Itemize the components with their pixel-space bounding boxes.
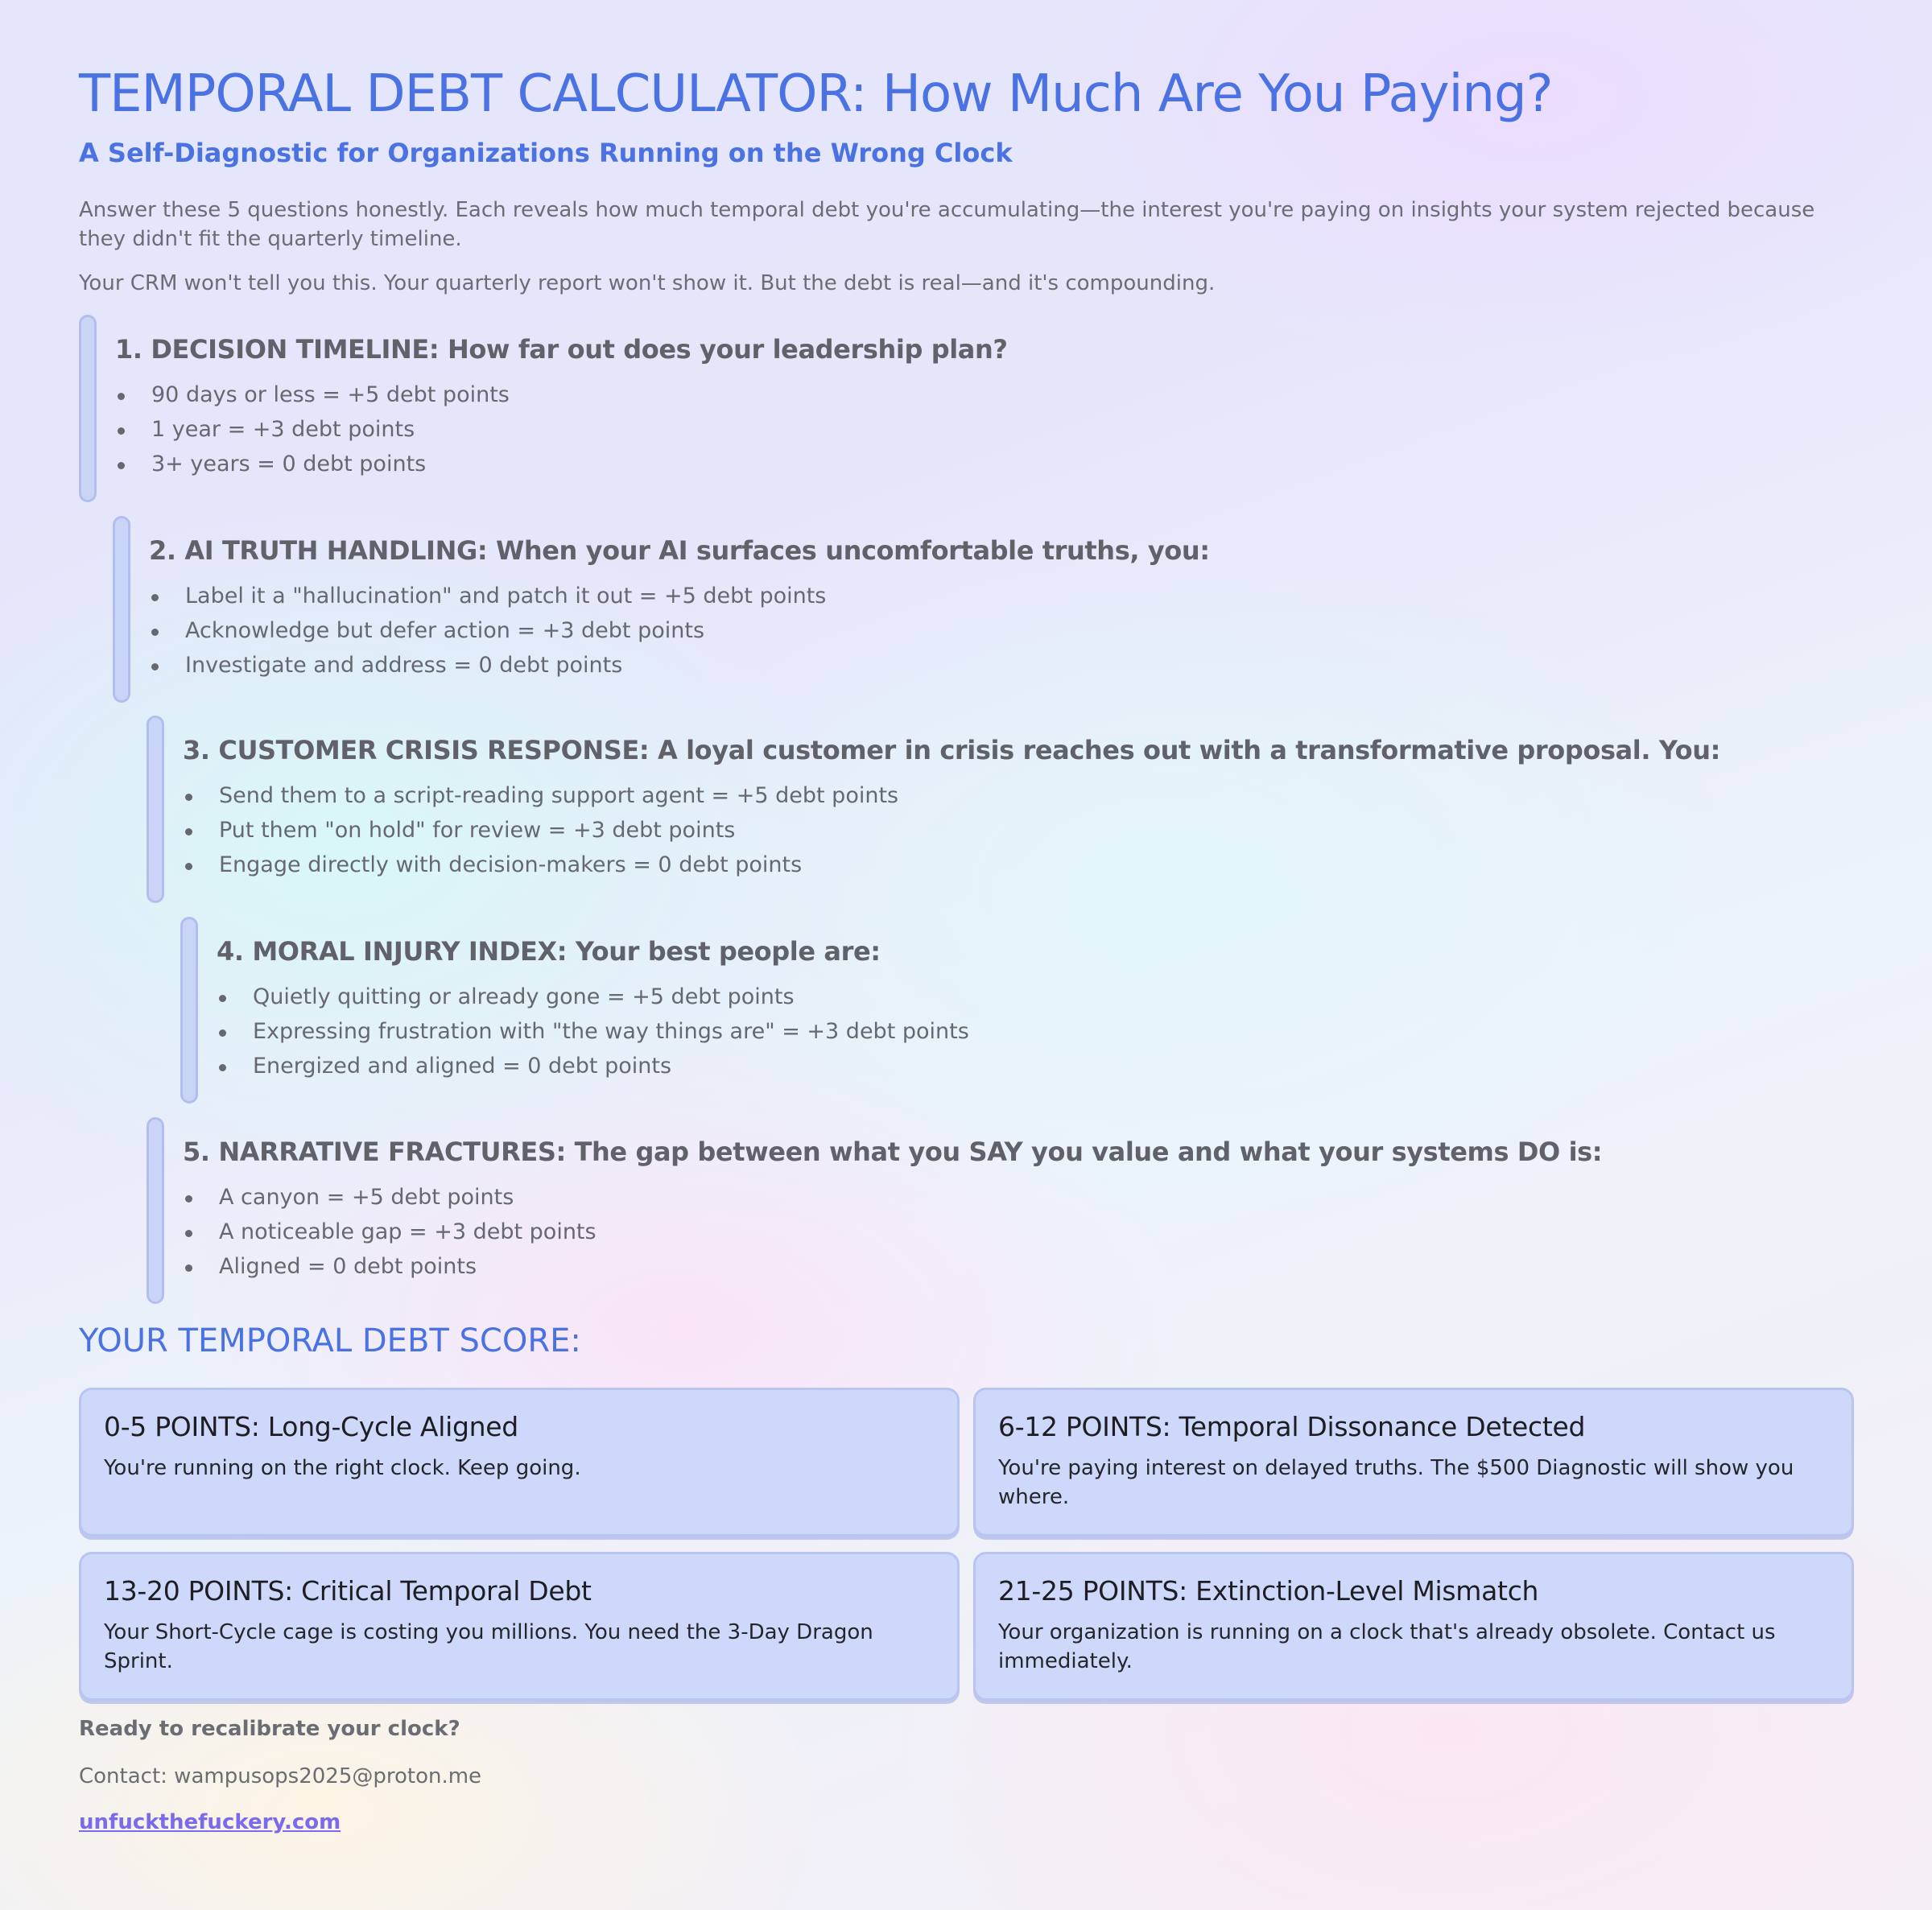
- option-list: [217, 980, 969, 1083]
- option-item: Expressing frustration with "the way things are" = +3 debt points: [217, 1014, 969, 1049]
- option-item: Quietly quitting or already gone = +5 debt points: [217, 980, 969, 1014]
- option-item: Put them "on hold" for review = +3 debt points: [183, 813, 898, 848]
- option-item: 3+ years = 0 debt points: [115, 447, 510, 481]
- question-2: [113, 516, 1240, 703]
- question-accent-bar: [147, 1117, 164, 1304]
- question-title: 3. CUSTOMER CRISIS RESPONSE: A loyal customer in crisis reaches out with a transformative proposal. You:: [183, 735, 1721, 765]
- intro-paragraph: Answer these 5 questions honestly. Each reveals how much temporal debt you're accumulating—the interest you're paying on insights your system rejected because they didn't fit the quarterly timeline.: [79, 198, 1815, 251]
- question-accent-bar: [180, 917, 198, 1104]
- option-item: A canyon = +5 debt points: [183, 1180, 597, 1215]
- question-3: [147, 716, 1757, 903]
- option-item: Energized and aligned = 0 debt points: [217, 1049, 969, 1083]
- option-item: Aligned = 0 debt points: [183, 1249, 597, 1284]
- cta-text: Ready to recalibrate your clock?: [79, 1717, 460, 1741]
- option-item: Investigate and address = 0 debt points: [149, 648, 826, 683]
- score-heading: YOUR TEMPORAL DEBT SCORE:: [79, 1322, 581, 1359]
- option-item: 1 year = +3 debt points: [115, 412, 510, 447]
- option-item: Send them to a script-reading support agent = +5 debt points: [183, 778, 898, 813]
- option-list: [115, 377, 510, 481]
- page-subtitle: A Self-Diagnostic for Organizations Running on the Wrong Clock: [79, 138, 1013, 168]
- score-card-21-25: [973, 1552, 1854, 1701]
- score-card-text: You're running on the right clock. Keep going.: [104, 1456, 581, 1480]
- score-card-title: 21-25 POINTS: Extinction-Level Mismatch: [998, 1575, 1539, 1607]
- option-item: Acknowledge but defer action = +3 debt points: [149, 613, 826, 648]
- option-item: Engage directly with decision-makers = 0 debt points: [183, 848, 898, 882]
- score-card-text: Your Short-Cycle cage is costing you millions. You need the 3-Day Dragon Sprint.: [104, 1620, 873, 1673]
- score-card-0-5: [79, 1388, 960, 1537]
- intro-paragraph-2: Your CRM won't tell you this. Your quarterly report won't show it. But the debt is real—and it's compounding.: [79, 271, 1216, 295]
- question-accent-bar: [79, 315, 97, 502]
- score-card-text: You're paying interest on delayed truths. The $500 Diagnostic will show you where.: [998, 1456, 1794, 1509]
- score-card-title: 13-20 POINTS: Critical Temporal Debt: [104, 1575, 592, 1607]
- score-card-13-20: [79, 1552, 960, 1701]
- question-title: 5. NARRATIVE FRACTURES: The gap between what you SAY you value and what your systems DO is:: [183, 1137, 1603, 1167]
- option-item: Label it a "hallucination" and patch it out = +5 debt points: [149, 579, 826, 613]
- score-card-6-12: [973, 1388, 1854, 1537]
- question-title: 2. AI TRUTH HANDLING: When your AI surfaces uncomfortable truths, you:: [149, 535, 1210, 566]
- question-accent-bar: [113, 516, 130, 703]
- question-1: [79, 315, 1045, 502]
- website-link[interactable]: unfuckthefuckery.com: [79, 1810, 341, 1834]
- option-list: [149, 579, 826, 683]
- option-item: A noticeable gap = +3 debt points: [183, 1215, 597, 1249]
- page-title: TEMPORAL DEBT CALCULATOR: How Much Are You Paying?: [79, 64, 1553, 124]
- question-4: [180, 917, 1307, 1104]
- score-card-text: Your organization is running on a clock that's already obsolete. Contact us immediately.: [998, 1620, 1776, 1673]
- question-5: [147, 1117, 1676, 1304]
- option-list: [183, 778, 898, 882]
- question-title: 4. MORAL INJURY INDEX: Your best people are:: [217, 936, 881, 967]
- question-title: 1. DECISION TIMELINE: How far out does your leadership plan?: [115, 334, 1008, 365]
- score-card-title: 0-5 POINTS: Long-Cycle Aligned: [104, 1411, 518, 1442]
- option-list: [183, 1180, 597, 1284]
- option-item: 90 days or less = +5 debt points: [115, 377, 510, 412]
- question-accent-bar: [147, 716, 164, 903]
- contact-email: Contact: wampusops2025@proton.me: [79, 1764, 482, 1788]
- score-card-title: 6-12 POINTS: Temporal Dissonance Detected: [998, 1411, 1586, 1442]
